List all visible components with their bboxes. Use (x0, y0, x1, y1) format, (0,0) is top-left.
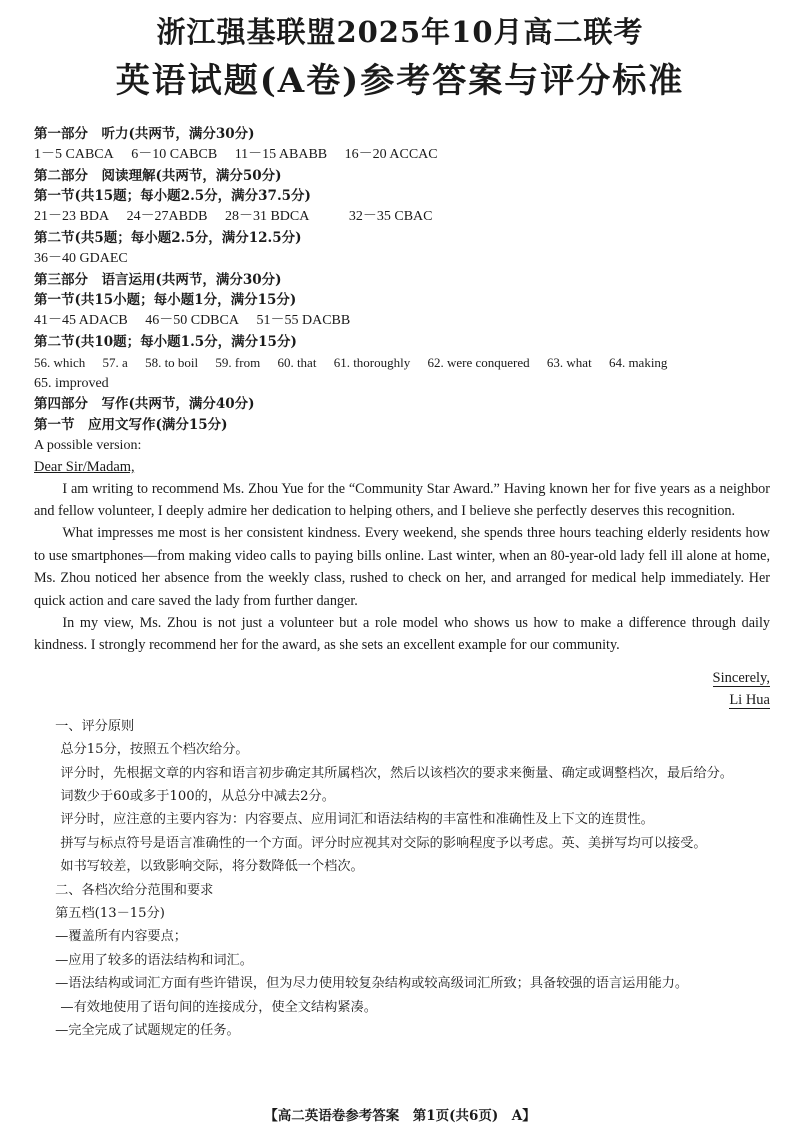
answer-group: 41－45 ADACB (34, 313, 128, 329)
part2-section1-heading: 第一节(共15题；每小题2.5分，满分37.5分) (34, 188, 311, 205)
rule-line: 评分时，应注意的主要内容为：内容要点、应用词汇和语法结构的丰富性和准确性及上下文的连贯性。 (60, 812, 654, 828)
answer-item: 62. were conquered (427, 354, 530, 370)
answer-body (34, 124, 770, 1042)
answer-item: 57. a (102, 354, 128, 370)
part2-section2-heading: 第二节(共5题；每小题2.5分，满分12.5分) (34, 229, 302, 246)
answer-group: 28－31 BDCA (224, 209, 310, 225)
answer-group: 36－40 GDAEC (34, 250, 128, 266)
letter-closing (34, 667, 770, 689)
criteria-item: —语法结构或词汇方面有些许错误，但为尽力使用较复杂结构或较高级词汇所致；具备较强的语言运用能力。 (55, 976, 689, 992)
answer-group: 16－20 ACCAC (344, 146, 438, 162)
answer-item: 58. to boil (145, 354, 199, 370)
criteria-item: —有效地使用了语句间的连接成分，使全文结构紧凑。 (60, 999, 377, 1015)
scoring-rules (34, 715, 770, 1043)
rule-line: 拼写与标点符号是语言准确性的一个方面。评分时应视其对交际的影响程度予以考虑。英、美拼写均可以接受。 (60, 835, 707, 851)
answer-group: 51－55 DACBB (256, 313, 351, 329)
answer-group: 46－50 CDBCA (145, 313, 239, 329)
part1-heading: 第一部分 听力(共两节，满分30分) (34, 126, 255, 142)
part2-heading: 第二部分 阅读理解(共两节，满分50分) (34, 167, 282, 184)
letter-paragraph: I am writing to recommend Ms. Zhou Yue for the “Community Star Award.” Having known her for five years as a neighbor and fellow volunteer, I deeply admire her dedication to helping others, and I believe she perfectly deserves this recognition. (34, 480, 770, 519)
answer-item: 60. that (277, 354, 317, 370)
rule-heading: 一、评分原则 (55, 718, 135, 734)
document-title: 英语试题(A卷)参考答案与评分标准 (115, 61, 685, 101)
rule-heading: 二、各档次给分范围和要求 (55, 882, 214, 898)
answer-group: 6－10 CABCB (131, 146, 218, 162)
answer-group: 1－5 CABCA (34, 146, 114, 162)
grade-level-heading: 第五档(13－15分) (55, 906, 165, 922)
criteria-item: —覆盖所有内容要点； (55, 929, 187, 945)
answer-group: 11－15 ABABB (234, 146, 328, 162)
part4-section1-heading: 第一节 应用文写作(满分15分) (34, 417, 228, 434)
part1-answers (34, 145, 770, 166)
answer-item: 64. making (608, 354, 668, 370)
signature-text: Li Hua (729, 691, 770, 708)
letter-paragraph: What impresses me most is her consistent kindness. Every weekend, she spends three hours teaching elderly residents how to use smartphones—from making video calls to paying bills online. Last winter, when an 80-year-old lady fell ill alone at home, Ms. Zhou noticed her absence from the weekly class, rushed to check on her, and arranged for medical help immediately. Her quick action and care saved the lady from further danger. (34, 525, 770, 609)
answer-item: 65. improved (34, 375, 109, 391)
part3-section2-heading: 第二节(共10题；每小题1.5分，满分15分) (34, 333, 297, 350)
page-footer: 【高二英语卷参考答案 第1页(共6页) A】 (264, 1108, 536, 1124)
letter-signature (34, 689, 770, 711)
closing-text: Sincerely, (712, 669, 770, 686)
part3-section2-answers (34, 353, 770, 374)
answer-group: 32－35 CBAC (348, 209, 433, 225)
part3-section1-heading: 第一节(共15小题；每小题1分，满分15分) (34, 292, 297, 309)
criteria-item: —应用了较多的语法结构和词汇。 (55, 952, 253, 968)
exam-title: 浙江强基联盟2025年10月高二联考 (156, 15, 644, 49)
sample-letter (34, 478, 770, 657)
part2-section1-answers (34, 207, 770, 228)
rule-line: 词数少于60或多于100的，从总分中减去2分。 (60, 789, 335, 805)
answer-group: 24－27ABDB (126, 209, 208, 225)
answer-group: 21－23 BDA (34, 209, 110, 225)
part3-heading: 第三部分 语言运用(共两节，满分30分) (34, 271, 282, 288)
rule-line: 评分时，先根据文章的内容和语言初步确定其所属档次，然后以该档次的要求来衡量、确定或调整档次，最后给分。 (60, 765, 733, 781)
part4-heading: 第四部分 写作(共两节，满分40分) (34, 396, 255, 413)
answer-item: 63. what (546, 354, 592, 370)
part3-section1-answers (34, 311, 770, 332)
rule-line: 如书写较差，以致影响交际，将分数降低一个档次。 (60, 859, 364, 875)
part2-section2-answers (34, 249, 770, 270)
letter-paragraph: In my view, Ms. Zhou is not just a volunteer but a role model who shows us how to make a difference through daily kindness. I strongly recommend her for the award, as she sets an excellent example for our community. (34, 614, 770, 654)
possible-version-label: A possible version: (34, 437, 142, 453)
letter-salutation: Dear Sir/Madam, (34, 458, 135, 475)
part3-section2-answers-line2 (34, 374, 770, 395)
rule-line: 总分15分，按照五个档次给分。 (60, 742, 249, 758)
criteria-item: —完全完成了试题规定的任务。 (55, 1023, 240, 1039)
answer-item: 56. which (34, 354, 86, 370)
answer-item: 61. thoroughly (333, 354, 411, 370)
answer-item: 59. from (215, 354, 261, 370)
